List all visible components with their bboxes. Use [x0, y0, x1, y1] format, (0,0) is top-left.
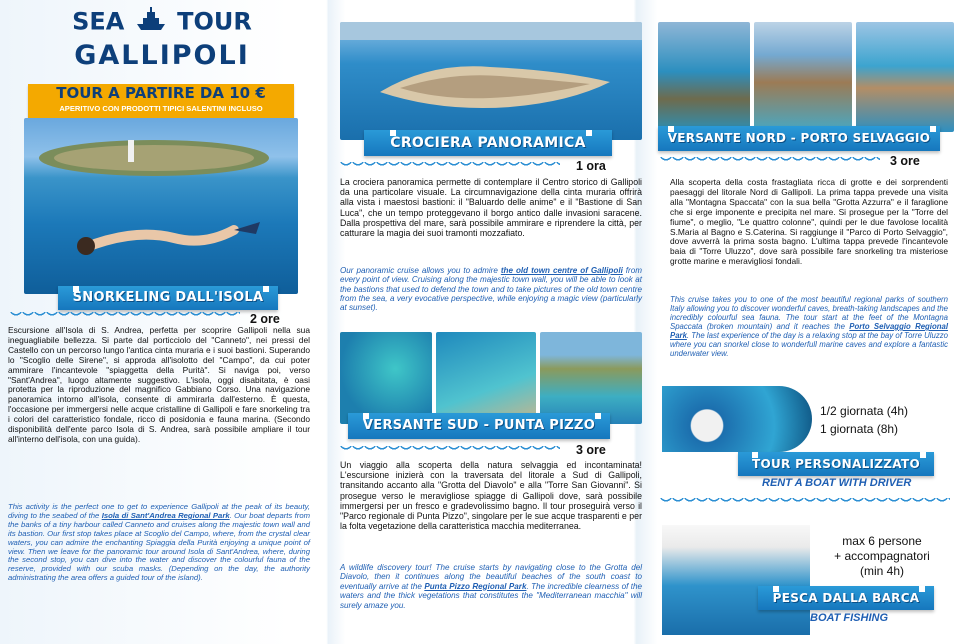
wave-divider — [660, 157, 880, 163]
crociera-text-en: Our panoramic cruise allows you to admire the old town centre of Gallipoli from every point of view. Cruising along the majestic town wall, you will be able to look at the bastions that used to defend the town and to take pictures of the old town centre from the sea, a very evocative perspective, while enjoying a magic view (particularly at sunset). — [340, 266, 642, 313]
nord-duration: 3 ore — [890, 154, 920, 168]
column-nord-extra — [650, 0, 960, 644]
nord-text-en: This cruise takes you to one of the most beautiful regional parks of southern Italy allowing you to discover wonderful caves, breath-taking landscapes and the incredibly colourful sea fauna. The tour start at the feet of the Montagna Spaccata (broken mountain) and it reaches the Porto Selvaggio Regional Park. The last experience of the day is a relaxing stop at the bay of Torre Uluzzo where you can snorkel close to wonderfull marine caves and explore a fantastic underwater view. — [670, 295, 948, 358]
personal-full-day: 1 giornata (8h) — [820, 422, 899, 436]
pesca-info — [820, 534, 944, 579]
snorkeling-photo — [24, 118, 298, 294]
personal-banner — [738, 452, 934, 476]
crociera-old-town-link[interactable]: the old town centre of Gallipoli — [500, 266, 623, 275]
nord-banner — [658, 126, 940, 151]
snorkeling-park-link[interactable]: Isola di Sant'Andrea Regional Park — [101, 510, 230, 520]
nord-text-it: Alla scoperta della costa frastagliata ricca di grotte e dei sorprendenti paesaggi del litorale Nord di Gallipoli. La prima tappa prevede una visita alla "Montagna Spaccata" con la sua bella "Grotta Azzurra" e il faraglione che si erge imponente e precipita nel mare. Si prosegue per la "Torre del fiume", o meglio, "Le quattro colonne", quindi per le due favolose località S.Maria al Bagno e S.Caterina. Si raggiunge il "Parco di Porto Selvaggio", dove avverrà la prima sosta bagno. L'ultima tappa prevede l'incantevole baia di "Torre Uluzzo", dove sarà possibile fare snorkeling tra misteriose grotte marine e meravigliosi fondali. — [670, 177, 948, 267]
snorkeling-text-en: This activity is the perfect one to get to experience Gallipoli at the peak of its beauty, diving to the seabed of the Isola di Sant'Andrea Regional Park. Our boat departs from the banks of a tiny harbour called Canneto and cruises along the majestic town wall and its bastion. Our first stop takes place at Scoglio del Campo, where, from the crystal clear waters, you can admire the enchanting Spiaggia della Purità enjoying a unique point of view. Then we leave for the panoramic tour around Isola di Sant'Andrea, where, during the second stop, you can dive into the water and discover the colourful fauna of the reserve, provided with our scuba masks. (Depending on the day, the authority administrating the area offers a guided tour of the island). — [8, 502, 310, 583]
column-snorkeling — [0, 0, 322, 644]
nord-park-link[interactable]: Porto Selvaggio Regional Park — [670, 322, 948, 340]
logo-gallipoli: GALLIPOLI — [74, 40, 250, 71]
promo-banner — [28, 84, 294, 118]
pesca-companions: + accompagnatori — [834, 549, 930, 563]
snorkeling-banner — [58, 286, 278, 310]
nord-photo-1 — [658, 22, 750, 132]
column-crociera-sud — [330, 0, 650, 644]
sud-title: VERSANTE SUD - PUNTA PIZZO — [362, 418, 596, 433]
logo-sea: SEA — [72, 7, 125, 36]
sud-photo-2 — [436, 332, 536, 424]
sud-text-en: A wildlife discovery tour! The cruise starts by navigating close to the Grotta del Diavolo, then it continues along the beautiful beaches of the south coast to eventually arrive at the Punta Pizzo Regional Park. The incredible clearness of the waters and the thick vegetations that constitutes the "Mediterranean macchia" will surely amaze you. — [340, 563, 642, 610]
personal-photo — [662, 386, 812, 452]
wave-divider — [340, 446, 560, 452]
promo-subtitle: APERITIVO CON PRODOTTI TIPICI SALENTINI INCLUSO — [59, 104, 263, 113]
ship-icon — [133, 6, 169, 39]
wave-divider — [340, 162, 560, 168]
pesca-photo — [662, 525, 810, 635]
crociera-banner — [364, 130, 612, 156]
sud-duration: 3 ore — [576, 443, 606, 457]
nord-photo-2 — [754, 22, 852, 132]
snorkeling-text-it: Escursione all'Isola di S. Andrea, perfetta per scoprire Gallipoli nella sua ineguagliabile bellezza. Si parte dal porticciolo del "Canneto", nei pressi del Castello con un percorso lungo l'antica cinta muraria e i suoi bastioni. Superando lo "Scoglio delle Sirene", si approda all'isolotto del "Campo", da cui poter ammirare l'incantevole "spiaggetta della Purità". Si naviga poi, verso "Sant'Andrea", luogo altamente suggestivo. L'isola, oggi disabitata, è oasi protetta per la riproduzione del magnifico Gabbiano Corso. Una navigazione panoramica intorno all'isola, consente di ammirarla dall'esterno. È questa, l'occasione per immergersi nelle acque cristalline di Gallipoli e fare snorkeling tra i colori del caratteristico fondale, ricco di posidonia e fauna marina. (Secondo disponibilità dell'ente parco Isola di S. Andrea, sarà possibile ampliare il tour all'interno dell'isola, con una guida). — [8, 325, 310, 444]
crociera-duration: 1 ora — [576, 159, 606, 173]
nord-photo-3 — [856, 22, 954, 132]
pesca-min-hours: (min 4h) — [859, 564, 904, 578]
snorkeling-duration: 2 ore — [250, 312, 280, 326]
pesca-title: PESCA DALLA BARCA — [772, 591, 920, 605]
sud-banner — [348, 413, 610, 439]
personal-half-day: 1/2 giornata (4h) — [820, 404, 909, 418]
personal-durations — [820, 402, 950, 438]
sud-photo-1 — [340, 332, 432, 424]
nord-title: VERSANTE NORD - PORTO SELVAGGIO — [667, 131, 931, 145]
personal-subtitle: RENT A BOAT WITH DRIVER — [762, 477, 912, 489]
crociera-photo — [340, 22, 642, 140]
snorkeling-title: SNORKELING DALL'ISOLA — [72, 290, 264, 305]
promo-title: TOUR A PARTIRE DA 10 € — [56, 84, 266, 102]
pesca-banner — [758, 586, 934, 610]
pesca-people: max 6 persone — [842, 534, 922, 548]
logo-tour: TOUR — [177, 7, 252, 36]
personal-title: TOUR PERSONALIZZATO — [752, 457, 920, 471]
sud-photo-3 — [540, 332, 642, 424]
sud-park-link[interactable]: Punta Pizzo Regional Park — [424, 581, 527, 591]
wave-divider — [660, 498, 950, 504]
wave-divider — [10, 312, 240, 318]
pesca-subtitle: BOAT FISHING — [810, 612, 889, 624]
crociera-title: CROCIERA PANORAMICA — [390, 135, 586, 151]
sud-text-it: Un viaggio alla scoperta della natura selvaggia ed incontaminata! L'escursione inizierà con la traversata del litorale a Sud di Gallipoli, transitando accanto alla "Grotta del Diavolo" e alla "Torre San Giovanni". Si prosegue verso le meravigliose spiagge di Gallipoli dove, sarà possibile immergersi per un fresco e gradevolissimo bagno. Il tour proseguirà verso il "Parco regionale di Punta Pizzo", singolare per le sue acque trasparenti e per la folta vegetazione della caratteristica macchia mediterranea. — [340, 460, 642, 532]
crociera-text-it: La crociera panoramica permette di contemplare il Centro storico di Gallipoli da una particolare visuale. La circumnavigazione della cinta muraria offrirà alla vista i maestosi bastioni: il "Baluardo delle anime" e il "Bastione di San Luca", che un tempo proteggevano il borgo antico dalle invasioni saracene. Dalla prospettiva del mare, sarà possibile ammirare e riprendere la città, per catturare la magia dei suoi tramonti mozzafiato. — [340, 177, 642, 239]
logo — [72, 6, 252, 84]
